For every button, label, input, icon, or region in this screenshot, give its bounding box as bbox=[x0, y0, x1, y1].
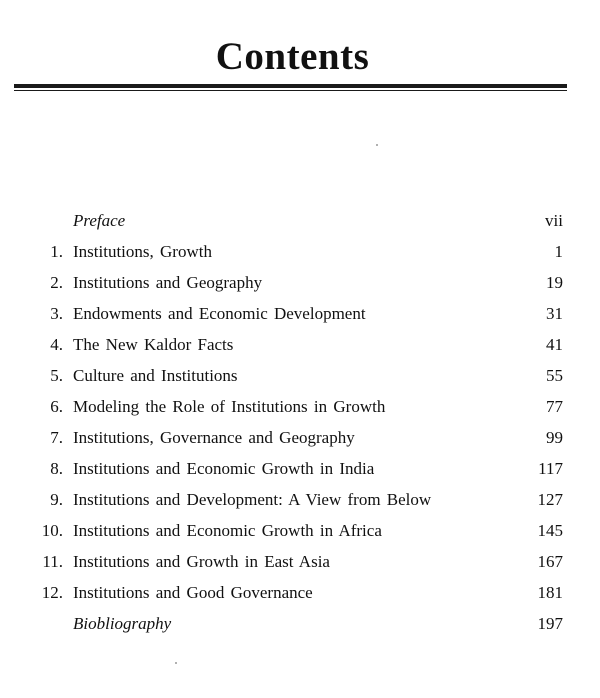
entry-title: Endowments and Economic Development bbox=[73, 304, 366, 323]
entry-number: 2. bbox=[50, 273, 63, 292]
entry-page-number: 127 bbox=[537, 490, 563, 509]
entry-number: 8. bbox=[50, 459, 63, 478]
toc-entry[interactable] bbox=[0, 205, 600, 236]
entry-number: 11. bbox=[42, 552, 63, 571]
entry-number: 5. bbox=[50, 366, 63, 385]
entry-title: Modeling the Role of Institutions in Growth bbox=[73, 397, 386, 416]
entry-page-number: 145 bbox=[537, 521, 563, 540]
toc-entry[interactable] bbox=[0, 546, 600, 577]
toc-entry[interactable] bbox=[0, 608, 600, 639]
entry-number: 12. bbox=[41, 583, 63, 602]
title-rule-thick bbox=[14, 84, 567, 88]
entry-page-number: 55 bbox=[546, 366, 563, 385]
toc-entry[interactable] bbox=[0, 484, 600, 515]
toc-entry[interactable] bbox=[0, 329, 600, 360]
entry-title: Culture and Institutions bbox=[73, 366, 238, 385]
title-rule-thin bbox=[14, 90, 567, 91]
entry-page-number: 181 bbox=[537, 583, 563, 602]
entry-page-number: 197 bbox=[537, 614, 563, 633]
entry-page-number: vii bbox=[545, 211, 563, 230]
entry-number: 7. bbox=[50, 428, 63, 447]
entry-title: Institutions and Geography bbox=[73, 273, 263, 292]
entry-number: 4. bbox=[50, 335, 63, 354]
entry-title: Institutions and Economic Growth in India bbox=[73, 459, 375, 478]
entry-title: Institutions, Growth bbox=[73, 242, 212, 261]
entry-title: Institutions and Good Governance bbox=[73, 583, 313, 602]
entry-page-number: 41 bbox=[546, 335, 563, 354]
paper-speck bbox=[175, 662, 177, 664]
entry-page-number: 77 bbox=[546, 397, 563, 416]
entry-title: Institutions and Growth in East Asia bbox=[73, 552, 330, 571]
entry-number: 9. bbox=[50, 490, 63, 509]
entry-title: Institutions and Development: A View from Below bbox=[73, 490, 432, 509]
toc-entry[interactable] bbox=[0, 360, 600, 391]
toc-entry[interactable] bbox=[0, 422, 600, 453]
entry-title: Preface bbox=[73, 211, 126, 230]
entry-number: 6. bbox=[50, 397, 63, 416]
entry-number: 10. bbox=[41, 521, 63, 540]
paper-speck bbox=[376, 144, 378, 146]
toc-entry[interactable] bbox=[0, 298, 600, 329]
toc-entry[interactable] bbox=[0, 453, 600, 484]
entry-page-number: 167 bbox=[537, 552, 563, 571]
table-of-contents bbox=[0, 205, 600, 639]
entry-title: Biobliography bbox=[73, 614, 172, 633]
toc-entry[interactable] bbox=[0, 577, 600, 608]
page-title: Contents bbox=[215, 35, 370, 78]
entry-number: 1. bbox=[50, 242, 63, 261]
toc-entry[interactable] bbox=[0, 236, 600, 267]
entry-title: The New Kaldor Facts bbox=[73, 335, 234, 354]
toc-entry[interactable] bbox=[0, 515, 600, 546]
entry-number: 3. bbox=[50, 304, 63, 323]
toc-entry[interactable] bbox=[0, 391, 600, 422]
entry-title: Institutions, Governance and Geography bbox=[73, 428, 355, 447]
toc-entry[interactable] bbox=[0, 267, 600, 298]
entry-page-number: 99 bbox=[546, 428, 563, 447]
entry-page-number: 31 bbox=[546, 304, 563, 323]
entry-page-number: 117 bbox=[538, 459, 563, 478]
entry-page-number: 19 bbox=[546, 273, 563, 292]
entry-page-number: 1 bbox=[554, 242, 563, 261]
entry-title: Institutions and Economic Growth in Africa bbox=[73, 521, 382, 540]
